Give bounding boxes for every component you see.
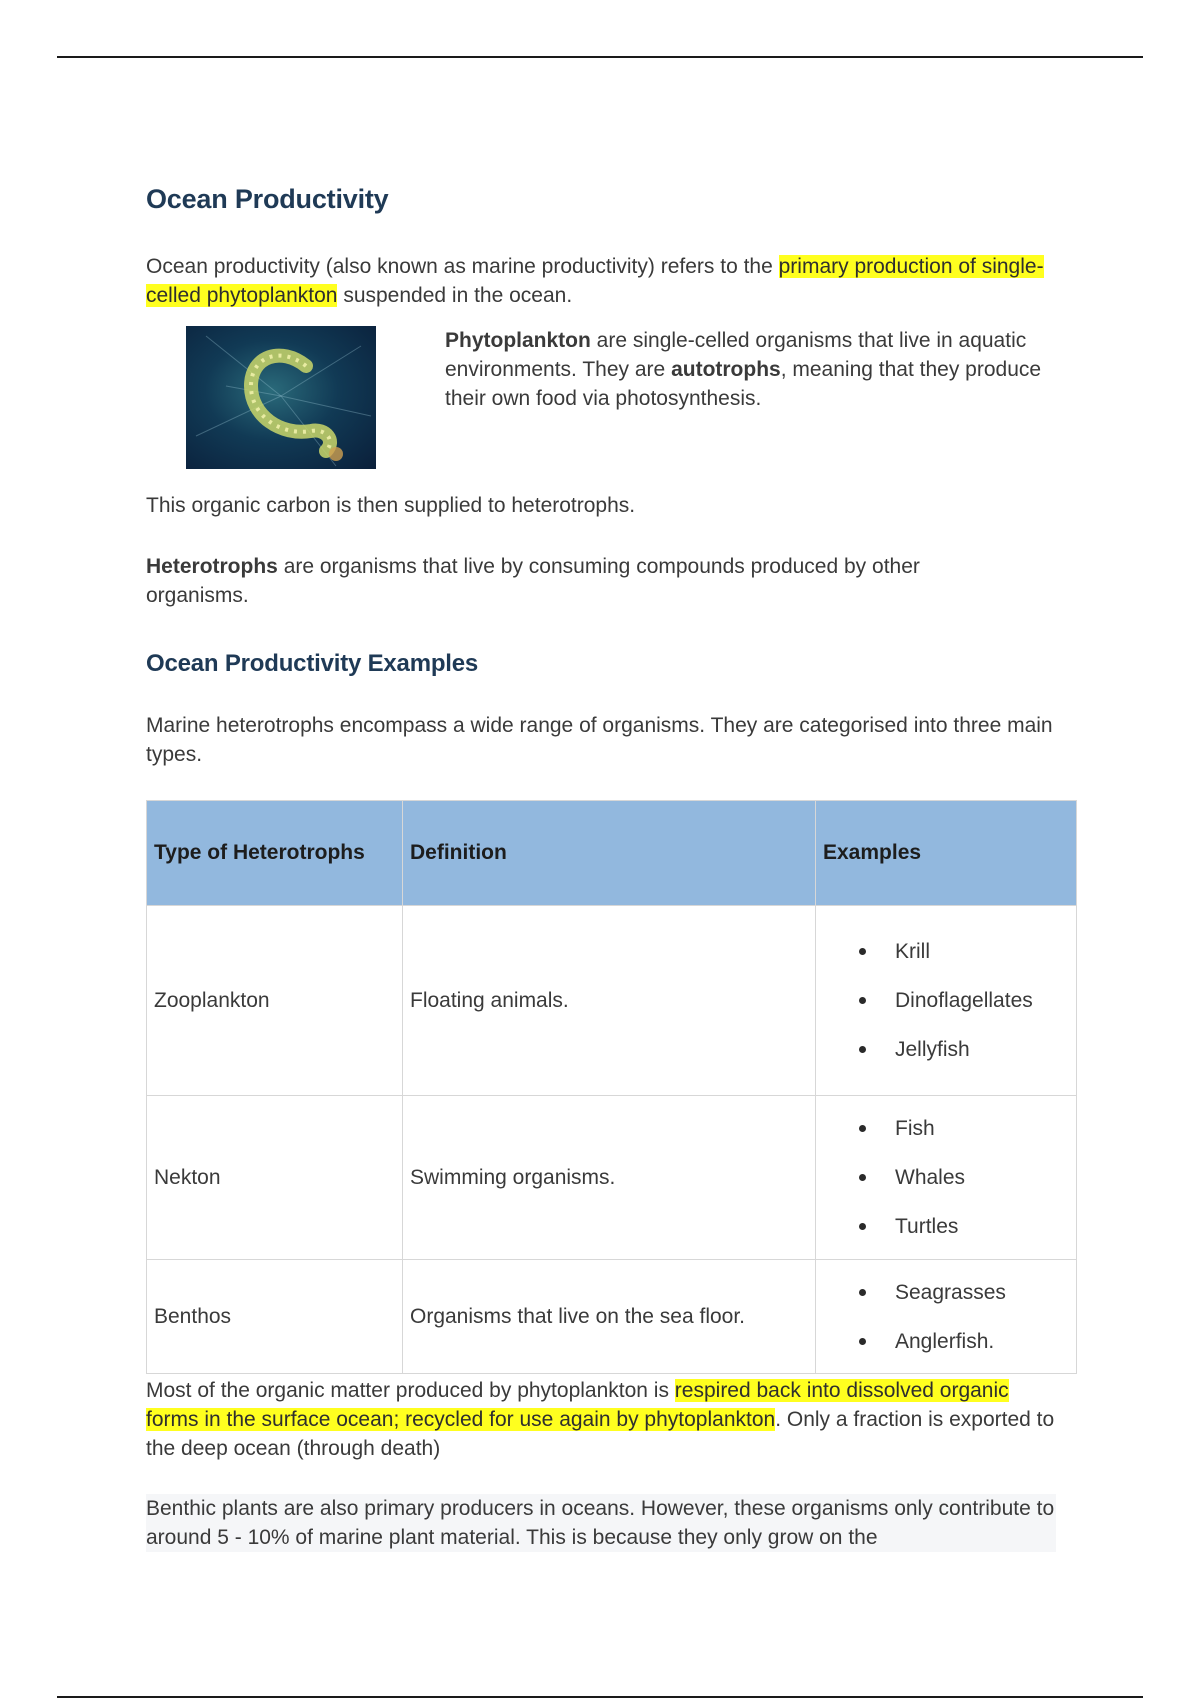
list-item: Turtles (823, 1202, 1069, 1251)
phytoplankton-figure-row (186, 326, 1076, 470)
table-header-row (147, 801, 1077, 906)
table-row (147, 1260, 1077, 1374)
list-item: Fish (823, 1104, 1069, 1153)
carbon-paragraph: This organic carbon is then supplied to heterotrophs. (146, 494, 636, 517)
examples-list (823, 927, 1069, 1074)
heterotrophs-term: Heterotrophs (146, 555, 278, 578)
intro-text-end: suspended in the ocean. (337, 284, 573, 307)
page-title: Ocean Productivity (146, 184, 389, 214)
list-item: Jellyfish (823, 1025, 1069, 1074)
intro-paragraph (146, 252, 1076, 310)
table-row (147, 1096, 1077, 1260)
table-cell-definition: Swimming organisms. (403, 1096, 816, 1260)
heterotrophs-table (146, 800, 1077, 1374)
phytoplankton-text-end: , meaning that they produce their own food via photosynthesis. (445, 358, 1042, 410)
list-item: Dinoflagellates (823, 976, 1069, 1025)
table-cell-definition: Organisms that live on the sea floor. (403, 1260, 816, 1374)
intro-text: Ocean productivity (also known as marine productivity) refers to the (146, 255, 779, 278)
examples-list (823, 1104, 1069, 1251)
autotrophs-term: autotrophs (671, 358, 781, 381)
page-bottom-rule (57, 1696, 1143, 1698)
table-cell-type: Zooplankton (147, 906, 403, 1096)
table-header-type: Type of Heterotrophs (147, 801, 403, 906)
examples-heading: Ocean Productivity Examples (146, 650, 479, 677)
intro-highlight: primary production of single-celled phytoplankton (146, 255, 1044, 307)
phytoplankton-micrograph-icon (186, 326, 376, 469)
table-row (147, 906, 1077, 1096)
table-cell-examples (816, 906, 1077, 1096)
table-header-examples: Examples (816, 801, 1077, 906)
list-item: Anglerfish. (823, 1317, 1069, 1366)
table-cell-type: Nekton (147, 1096, 403, 1260)
list-item: Whales (823, 1153, 1069, 1202)
phytoplankton-image (186, 326, 376, 469)
list-item: Seagrasses (823, 1268, 1069, 1317)
table-cell-examples (816, 1260, 1077, 1374)
organic-matter-paragraph (146, 1376, 1066, 1463)
table-header-definition: Definition (403, 801, 816, 906)
organic-matter-highlight: respired back into dissolved organic forms in the surface ocean; recycled for use again by phytoplankton (146, 1379, 1009, 1431)
examples-intro-paragraph: Marine heterotrophs encompass a wide range of organisms. They are categorised into three main types. (146, 714, 1053, 766)
heterotrophs-paragraph (146, 552, 976, 610)
phytoplankton-text: are single-celled organisms that live in aquatic environments. They are (445, 329, 1027, 381)
phytoplankton-term: Phytoplankton (445, 329, 591, 352)
phytoplankton-paragraph (445, 326, 1085, 413)
heterotrophs-text: are organisms that live by consuming compounds produced by other organisms. (146, 555, 920, 607)
examples-list (823, 1268, 1069, 1366)
page-top-rule (57, 56, 1143, 58)
benthic-paragraph: Benthic plants are also primary producers in oceans. However, these organisms only contribute to around 5 - 10% of marine plant material. This is because they only grow on the (146, 1494, 1056, 1552)
table-cell-type: Benthos (147, 1260, 403, 1374)
organic-matter-text: Most of the organic matter produced by phytoplankton is (146, 1379, 675, 1402)
table-cell-examples (816, 1096, 1077, 1260)
organic-matter-text-end: . Only a fraction is exported to the deep ocean (through death) (146, 1408, 1055, 1460)
table-cell-definition: Floating animals. (403, 906, 816, 1096)
list-item: Krill (823, 927, 1069, 976)
